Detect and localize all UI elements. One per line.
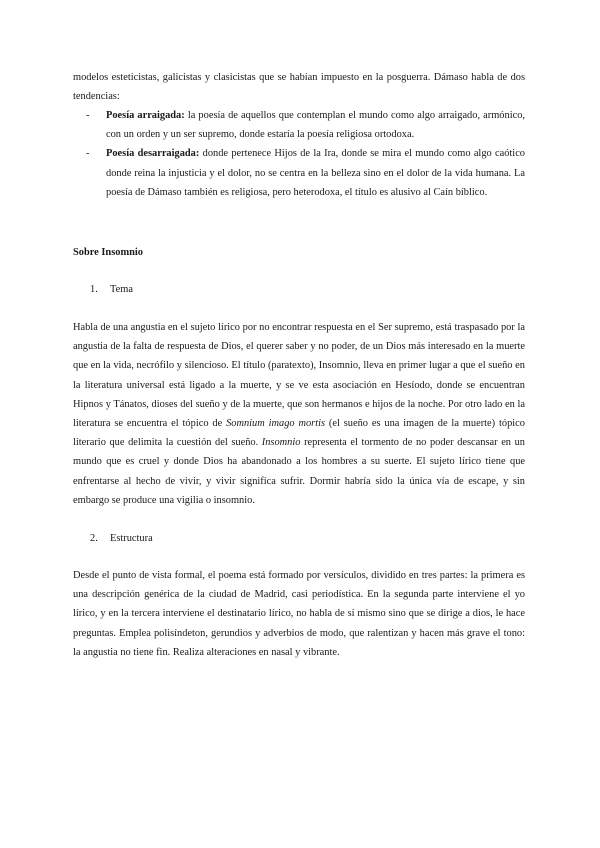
list-item-desarraigada <box>86 144 525 202</box>
section-title: Sobre Insomnio <box>73 247 143 258</box>
estructura-paragraph: Desde el punto de vista formal, el poema está formado por versículos, dividido en tres partes: la primera es una descripción genérica de la ciudad de Madrid, casi periodística. En la segunda parte interviene el yo lírico, y en la tercera interviene el destinatario lírico, no habla de sí mismo sino que se dirige a dios, le hace preguntas. Emplea polisíndeton, gerundios y adverbios de modo, que ralentizan y hacen más grave el tono: la angustia no tiene fin. Realiza alteraciones en nasal y vibrante. <box>73 570 525 658</box>
heading-number: 1. <box>90 284 98 295</box>
heading-tema <box>90 280 133 299</box>
tema-text-a: Habla de una angustia en el sujeto lírico por no encontrar respuesta en el Ser supremo, está traspasado por la angustia de la falta de respuesta de Dios, el querer saber y no poder, de un Dios más interesado en la muerte que en la vida, necrófilo y silencioso. El título (paratexto), Insomnio, lleva en primer lugar a que el sueño en la literatura universal está ligado a la muerte, y se ve esta asociación en Hesíodo, donde se encuentran Hipnos y Tánatos, dioses del sueño y de la muerte, que son hermanos e hijos de la noche. Por otro lado en la literatura se encuentra el tópico de <box>73 322 525 430</box>
term-poesia-desarraigada: Poesía desarraigada: <box>106 148 200 160</box>
definition-poesia-arraigada: la poesía de aquellos que contemplan el mundo como algo arraigado, armónico, con un orden y un ser supremo, donde estaría la poesía religiosa ortodoxa. <box>106 110 525 141</box>
tema-text-b: (el sueño es una imagen de la muerte) tópico literario que delimita la cuestión del sueño. <box>73 418 525 449</box>
intro-paragraph: modelos esteticistas, galicistas y clasicistas que se habían impuesto en la posguerra. Dámaso habla de dos tendencias: <box>73 72 525 103</box>
heading-label: Tema <box>110 284 133 295</box>
tendencias-list <box>86 106 525 202</box>
tema-paragraph <box>73 318 525 510</box>
bullet-dash: - <box>86 148 90 160</box>
bullet-dash: - <box>86 110 90 121</box>
term-poesia-arraigada: Poesía arraigada: <box>106 110 185 121</box>
heading-estructura <box>90 529 153 548</box>
heading-number: 2. <box>90 533 98 544</box>
tema-text-c: representa el tormento de no poder descansar en un mundo que es cruel y donde Dios ha abandonado a los hombres a su suerte. El sujeto lírico tiene que enfrentarse al hecho de vivir, y vivir significa sufrir. Dormir habría sido la única vía de escape, y sin embargo se produce una vigilia o insomnio. <box>73 437 525 506</box>
list-item-arraigada <box>86 106 525 144</box>
tema-italic-insomnio: Insomnio <box>261 437 301 449</box>
definition-poesia-desarraigada: donde pertenece Hijos de la Ira, donde se mira el mundo como algo caótico donde reina la injusticia y el dolor, no se centra en la belleza sino en el dolor de la vida humana. La poesía de Dámaso también es religiosa, pero heterodoxa, el título es alusivo al Caín bíblico. <box>106 148 526 198</box>
tema-italic-somnium: Somnium imago mortis <box>226 418 326 430</box>
heading-label: Estructura <box>110 533 153 544</box>
